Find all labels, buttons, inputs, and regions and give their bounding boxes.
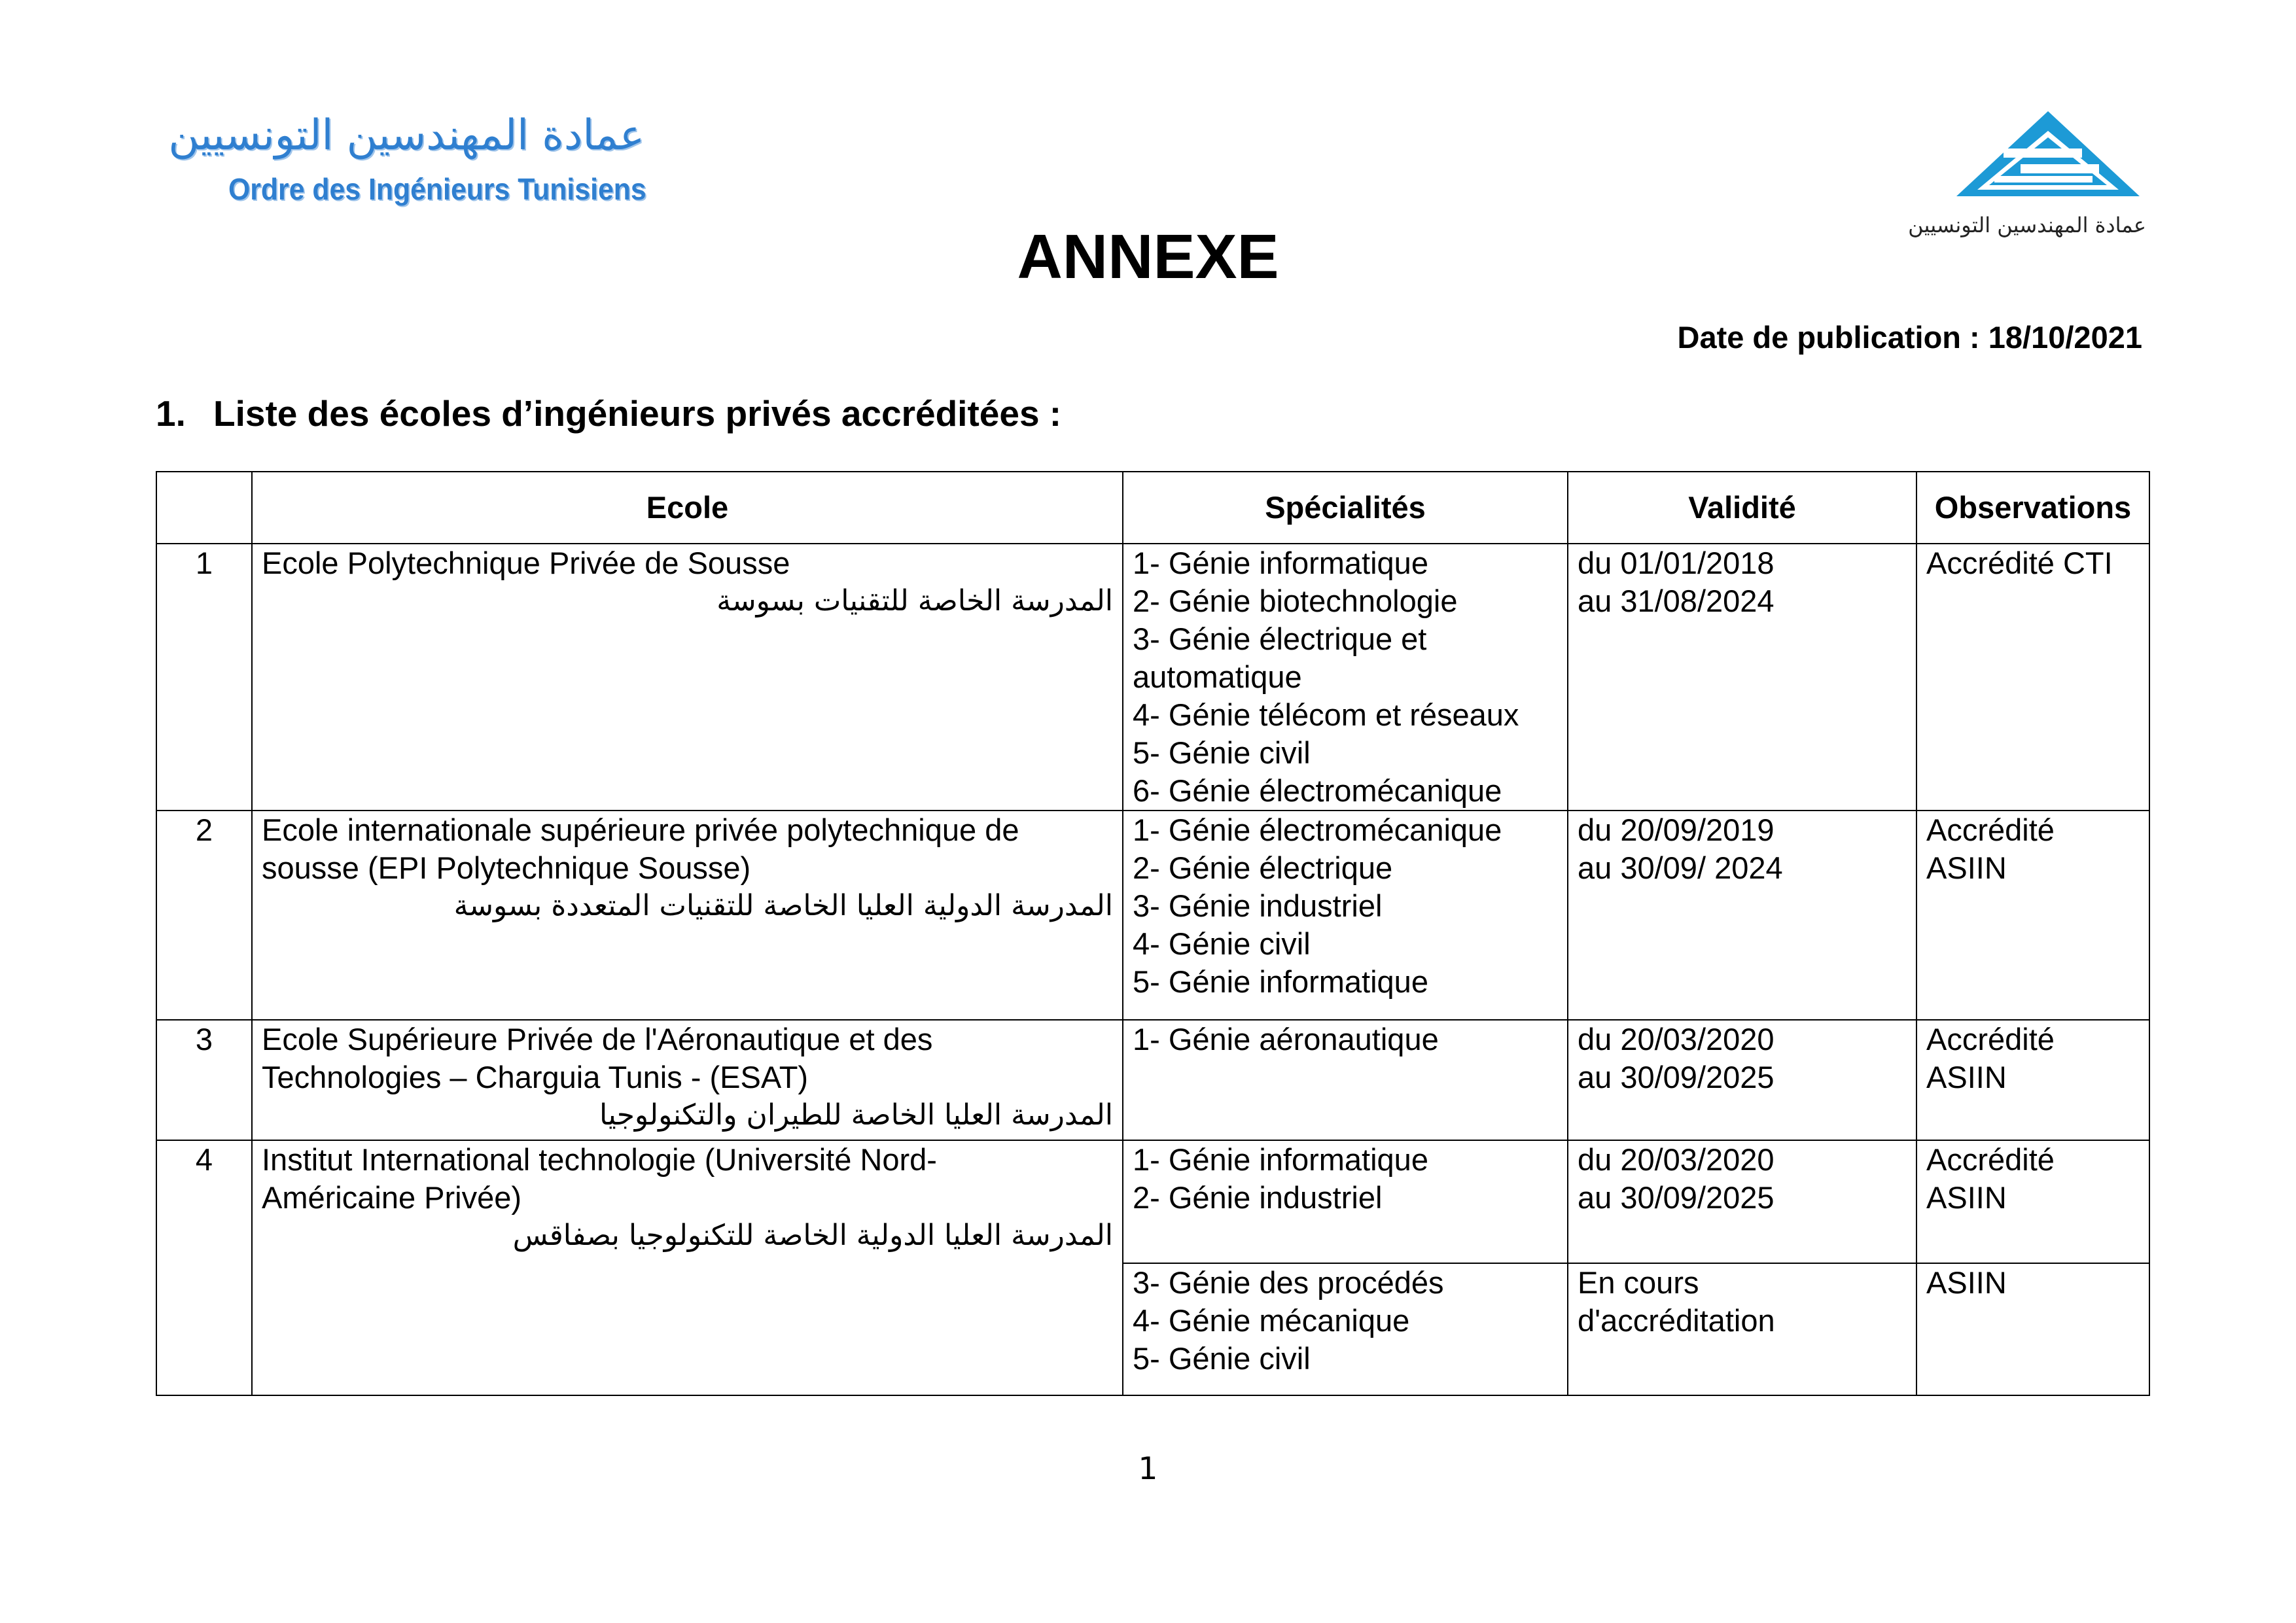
specialties-cell — [1123, 544, 1568, 811]
school-name: Ecole internationale supérieure privée polytechnique de — [262, 812, 1019, 847]
specialty: 3- Génie des procédés — [1133, 1265, 1444, 1300]
observations-cell — [1916, 1140, 2149, 1263]
validity-to: au 30/09/2025 — [1578, 1060, 1775, 1094]
emblem-arabic-text: عمادة المهندسين التونسيين — [1908, 213, 2146, 237]
school-cell — [252, 544, 1123, 811]
specialty: 4- Génie mécanique — [1133, 1303, 1410, 1338]
validity-cell — [1568, 1020, 1916, 1140]
school-name-arabic: المدرسة العليا الخاصة للطيران والتكنولوجيا — [599, 1098, 1113, 1132]
specialties-cell — [1123, 811, 1568, 1020]
specialties-cell — [1123, 1263, 1568, 1395]
page-number: 1 — [1138, 1451, 1158, 1487]
row-number: 2 — [156, 811, 252, 1020]
specialty: 5- Génie civil — [1133, 1341, 1311, 1376]
school-name: Ecole Polytechnique Privée de Sousse — [262, 546, 790, 580]
header-observations: Observations — [1916, 472, 2149, 544]
logo-french-text: Ordre des Ingénieurs Tunisiens — [228, 172, 646, 206]
specialty: 4- Génie civil — [1133, 926, 1311, 961]
school-name: Ecole Supérieure Privée de l'Aéronautique et des — [262, 1022, 933, 1056]
validity-cell — [1568, 544, 1916, 811]
specialty: 5- Génie civil — [1133, 735, 1311, 770]
table-row — [156, 1140, 2149, 1263]
observation: Accrédité — [1926, 1022, 2055, 1056]
observation: ASIIN — [1926, 1265, 2007, 1300]
section-title: Liste des écoles d’ingénieurs privés accréditées : — [213, 393, 1062, 434]
school-name-arabic: المدرسة العليا الدولية الخاصة للتكنولوجيا بصفاقس — [512, 1219, 1113, 1252]
school-name: Institut International technologie (Université Nord- — [262, 1142, 937, 1177]
school-name: Technologies – Charguia Tunis - (ESAT) — [262, 1060, 809, 1094]
observations-cell — [1916, 811, 2149, 1020]
specialty: 1- Génie aéronautique — [1133, 1022, 1439, 1056]
validity-cell — [1568, 1263, 1916, 1395]
validity-cell — [1568, 811, 1916, 1020]
validity-from: du 20/03/2020 — [1578, 1142, 1775, 1177]
specialty: 3- Génie électrique et — [1133, 621, 1427, 656]
row-number: 1 — [156, 544, 252, 811]
table-header-row — [156, 472, 2149, 544]
specialty: 1- Génie informatique — [1133, 546, 1428, 580]
specialty: 1- Génie informatique — [1133, 1142, 1428, 1177]
validity-from: du 20/09/2019 — [1578, 812, 1775, 847]
school-cell — [252, 811, 1123, 1020]
validity-to: au 30/09/ 2024 — [1578, 850, 1783, 885]
row-number: 4 — [156, 1140, 252, 1395]
table-row — [156, 1020, 2149, 1140]
school-name-arabic: المدرسة الخاصة للتقنيات بسوسة — [716, 584, 1113, 618]
specialty: 3- Génie industriel — [1133, 888, 1383, 923]
validity-status: En cours — [1578, 1265, 1699, 1300]
observations-cell — [1916, 1020, 2149, 1140]
specialty: 1- Génie électromécanique — [1133, 812, 1502, 847]
observations-cell — [1916, 544, 2149, 811]
specialty: 5- Génie informatique — [1133, 964, 1428, 999]
observation: Accrédité — [1926, 1142, 2055, 1177]
observation: Accrédité CTI — [1926, 546, 2113, 580]
oit-logo-text — [168, 111, 646, 216]
table-row — [156, 811, 2149, 1020]
logo-arabic-text: عمادة المهندسين التونسيين — [168, 111, 645, 160]
emblem-icon — [1943, 108, 2153, 213]
validity-to: au 31/08/2024 — [1578, 584, 1775, 618]
page-title: ANNEXE — [1017, 222, 1279, 292]
specialty: 2- Génie biotechnologie — [1133, 584, 1458, 618]
school-cell — [252, 1020, 1123, 1140]
specialty: 2- Génie industriel — [1133, 1180, 1383, 1215]
row-number: 3 — [156, 1020, 252, 1140]
section-number: 1. — [156, 393, 186, 434]
validity-from: du 20/03/2020 — [1578, 1022, 1775, 1056]
school-name: sousse (EPI Polytechnique Sousse) — [262, 850, 751, 885]
section-heading — [156, 393, 1061, 434]
specialties-cell — [1123, 1020, 1568, 1140]
schools-table — [156, 471, 2150, 1396]
header-validite: Validité — [1568, 472, 1916, 544]
observation: ASIIN — [1926, 1060, 2007, 1094]
header-specialites: Spécialités — [1123, 472, 1568, 544]
validity-cell — [1568, 1140, 1916, 1263]
school-name: Américaine Privée) — [262, 1180, 522, 1215]
observation: ASIIN — [1926, 1180, 2007, 1215]
specialty: 6- Génie électromécanique — [1133, 773, 1502, 808]
validity-to: au 30/09/2025 — [1578, 1180, 1775, 1215]
validity-status: d'accréditation — [1578, 1303, 1775, 1338]
observation: Accrédité — [1926, 812, 2055, 847]
specialty: 2- Génie électrique — [1133, 850, 1393, 885]
specialty: automatique — [1133, 659, 1302, 694]
school-name-arabic: المدرسة الدولية العليا الخاصة للتقنيات المتعددة بسوسة — [453, 889, 1113, 922]
publication-date: Date de publication : 18/10/2021 — [1677, 320, 2142, 355]
header-ecole: Ecole — [252, 472, 1123, 544]
validity-from: du 01/01/2018 — [1578, 546, 1775, 580]
header-num — [156, 472, 252, 544]
specialty: 4- Génie télécom et réseaux — [1133, 697, 1519, 732]
specialties-cell — [1123, 1140, 1568, 1263]
observation: ASIIN — [1926, 850, 2007, 885]
table-row — [156, 544, 2149, 811]
school-cell — [252, 1140, 1123, 1395]
observations-cell — [1916, 1263, 2149, 1395]
